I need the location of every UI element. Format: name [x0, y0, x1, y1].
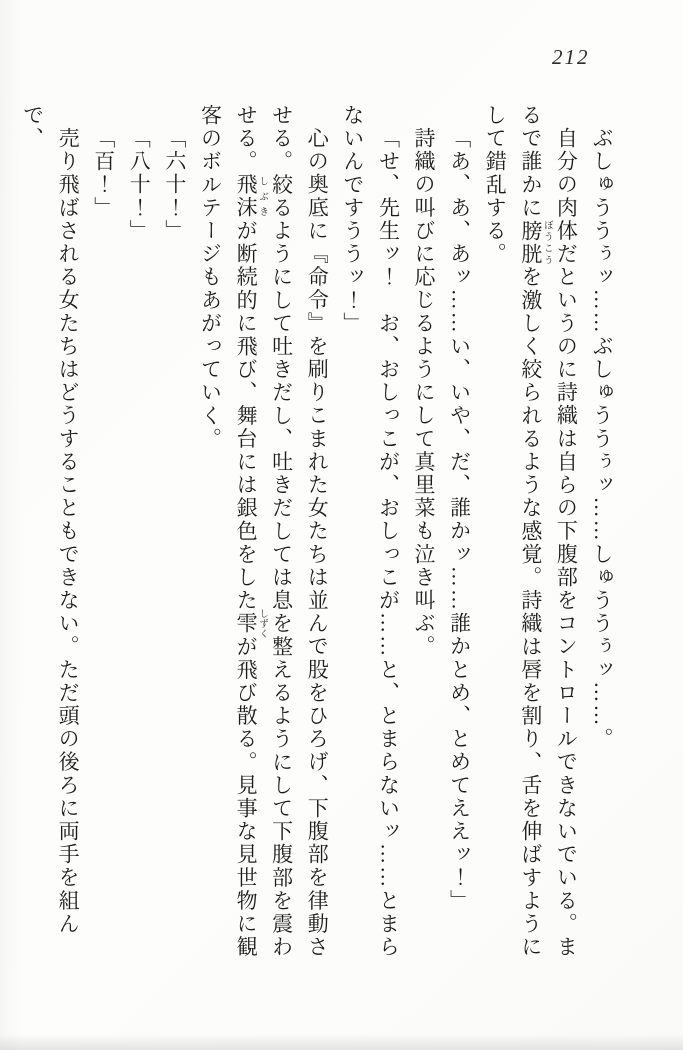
text-segment: 「八十！」 [127, 127, 152, 243]
text-segment: 「あ、あ、あッ……い、いや、だ、誰かッ……誰かとめ、とめてええッ！」 [447, 127, 472, 913]
paragraph [192, 104, 334, 966]
page-number: 212 [552, 45, 590, 69]
paragraph [405, 104, 441, 966]
text-segment: 「百！」 [91, 127, 116, 220]
paragraph [583, 104, 619, 966]
text-segment: 心の奥底に『命令』を刷りこまれた女たちは並んで股をひろげ、下腹部を律動させる。絞るようにして吐きだし、吐きだしては息を整えるようにして下腹部を震わせる。 [234, 104, 330, 959]
paragraph [441, 104, 477, 966]
paragraph [85, 104, 121, 966]
text-block [20, 104, 619, 966]
text-segment: が断続的に飛び、舞台には銀色をした [234, 219, 259, 613]
text-segment: を激しく絞られるような感覚。詩織は唇を割り、舌を伸ばすようにして錯乱する。 [483, 104, 543, 959]
paragraph [477, 104, 584, 966]
text-segment: 「せ、先生ッ！ お、おしっこが、おしっこが……と、とまらないッ……とまらないんですううッ！」 [340, 104, 401, 959]
text-segment: 売り飛ばされる女たちはどうすることもできない。ただ頭の後ろに両手を組んで、 [20, 104, 81, 936]
ruby-annotated-word: 膀胱 ぼうこう [518, 219, 552, 266]
ruby-annotated-word: 雫 しずく [234, 608, 268, 639]
paragraph [334, 104, 405, 966]
paragraph [121, 104, 157, 966]
paragraph [156, 104, 192, 966]
paragraph [14, 104, 85, 966]
text-segment: が飛び散る。見事な見世物に観客のボルテージもあがっていく。 [198, 104, 259, 959]
ruby-annotated-word: 飛沫 しぶき [234, 173, 268, 220]
text-segment: 詩織の叫びに応じるようにして真里菜も泣き叫ぶ。 [412, 127, 437, 659]
text-segment: 自分の肉体だというのに詩織は自らの下腹部をコントロールできないでいる。まるで誰かに [518, 104, 579, 959]
text-segment: ぶしゅううぅッ……ぶしゅううぅッ……しゅううぅッ……。 [590, 127, 614, 751]
text-segment: 「六十！」 [162, 127, 187, 243]
